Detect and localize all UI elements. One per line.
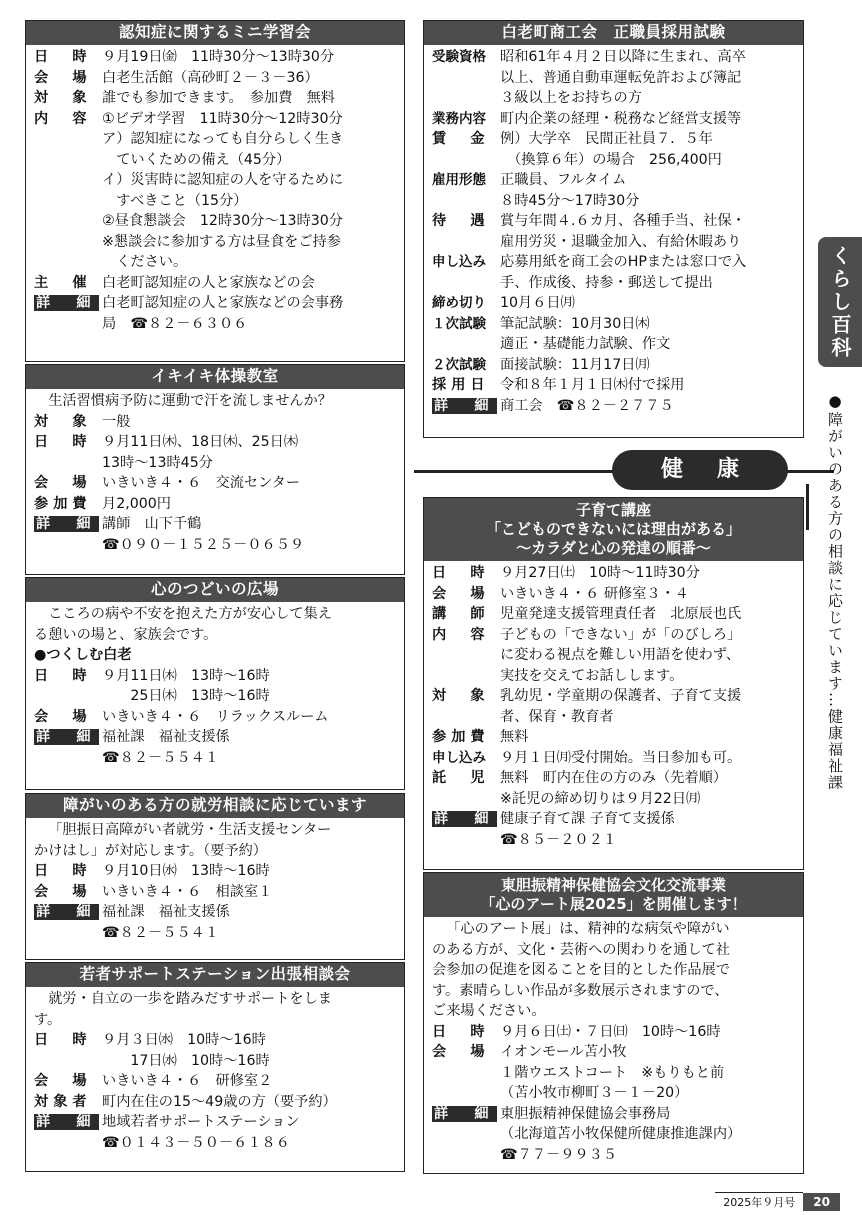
detail-value	[500, 809, 797, 850]
intro-text: 生活習慣病予防に運動で汗を流しませんか？	[48, 393, 332, 409]
row-label: 賃 金	[432, 131, 490, 147]
section-title: 認知症に関するミニ学習会	[26, 21, 404, 45]
detail-badge: 詳 細	[434, 1105, 495, 1122]
row-label: 雇用形態	[432, 172, 486, 188]
row-value	[500, 170, 797, 211]
intro-line: 就労・自立の一歩を踏みだすサポートをしま	[48, 991, 332, 1007]
contact-line: 地域若者サポートステーション	[102, 1114, 300, 1130]
row-label: 日 時	[34, 667, 92, 684]
detail-row	[432, 355, 797, 376]
detail-row	[432, 563, 797, 584]
row-value	[102, 273, 398, 294]
employment-section	[25, 793, 405, 960]
detail-row	[432, 686, 797, 727]
detail-contact-row	[34, 902, 398, 943]
value-line: いきいき４・６ 交流センター	[102, 475, 301, 491]
section-title: 障がいのある方の就労相談に応じています	[26, 794, 404, 818]
details	[34, 666, 398, 769]
detail-contact-row	[34, 727, 398, 768]
section-body	[26, 818, 404, 943]
section-title: 白老町商工会 正職員採用試験	[424, 21, 803, 45]
detail-contact-row	[432, 1104, 797, 1166]
section-title: 若者サポートステーション出張相談会	[26, 963, 404, 987]
row-value	[102, 861, 398, 882]
row-label: １次試験	[432, 315, 486, 332]
row-value	[500, 211, 797, 252]
detail-label	[34, 727, 102, 768]
row-value	[102, 432, 398, 473]
value-line: 町内企業の経理・税務など経営支援等	[500, 110, 742, 127]
row-value	[102, 882, 398, 903]
detail-row	[34, 432, 398, 473]
detail-row	[34, 707, 398, 728]
detail-row	[34, 68, 398, 89]
value-line: ３級以上をお持ちの方	[500, 90, 642, 106]
row-value	[102, 1030, 398, 1071]
detail-row	[34, 882, 398, 903]
detail-contact-row	[34, 293, 398, 334]
row-value	[102, 707, 398, 728]
row-label: 会 場	[34, 69, 92, 86]
detail-row	[432, 1022, 797, 1043]
detail-badge: 詳 細	[36, 295, 97, 311]
detail-row	[432, 375, 797, 396]
value-line: 正職員、フルタイム	[500, 172, 627, 188]
title-line: 「こどものできないには理由がある」	[485, 520, 741, 538]
value-line: ９月27日㈯ 10時～11時30分	[500, 565, 700, 581]
row-value	[500, 109, 797, 130]
contact-line: 福祉課 福祉支援係	[102, 904, 230, 920]
detail-row	[34, 861, 398, 882]
detail-label	[34, 293, 102, 334]
page-number: 20	[803, 1193, 840, 1211]
section-body	[424, 917, 803, 1165]
row-label: 参加費	[432, 729, 490, 745]
detail-row	[34, 273, 398, 294]
value-line: 白老生活館（高砂町２－３－36）	[102, 69, 319, 86]
row-label: 日 時	[34, 434, 92, 450]
value-line: １階ウエストコート ※もりもと前	[500, 1064, 725, 1081]
detail-row	[432, 170, 797, 211]
title-line: ～カラダと心の発達の順番～	[516, 539, 711, 557]
detail-row	[432, 252, 797, 293]
exercise-section	[25, 364, 405, 575]
value-line: ９月11日㈭ 13時～16時	[102, 667, 270, 684]
row-value	[500, 686, 797, 727]
row-value	[102, 1092, 398, 1113]
row-label: ２次試験	[432, 356, 486, 373]
row-value	[500, 584, 797, 605]
row-value	[500, 1022, 797, 1043]
value-line: ８時45分～17時30分	[500, 192, 640, 209]
contact-line: 福祉課 福祉支援係	[102, 729, 230, 745]
detail-label	[34, 514, 102, 555]
detail-row	[432, 625, 797, 687]
row-label: 会 場	[34, 1073, 92, 1089]
section-title: 心のつどいの広場	[26, 578, 404, 602]
row-value	[500, 748, 797, 769]
row-value	[500, 375, 797, 396]
details	[34, 1030, 398, 1153]
intro-line: のある方が、文化・芸術への関わりを通して社	[432, 941, 730, 958]
value-line: 月2,000円	[102, 495, 171, 512]
value-line: イオンモール苫小牧	[500, 1044, 627, 1060]
detail-row	[432, 109, 797, 130]
row-label: 内 容	[34, 110, 92, 127]
row-label: 待 遇	[432, 213, 490, 229]
value-line: 25日㈭ 13時～16時	[102, 688, 270, 704]
detail-value	[500, 396, 797, 417]
detail-label	[34, 1112, 102, 1153]
row-label: 内 容	[432, 626, 490, 643]
row-label: 参加費	[34, 495, 92, 512]
row-value	[102, 68, 398, 89]
value-line: 面接試験：11月17日㈪	[500, 356, 650, 373]
row-value	[102, 47, 398, 68]
value-line: 以上、普通自動車運転免許および簿記	[500, 69, 742, 86]
value-line: 無料 町内在住の方のみ（先着順）	[500, 770, 728, 786]
row-value	[102, 412, 398, 433]
details	[34, 861, 398, 943]
row-label: 日 時	[432, 1023, 490, 1040]
value-line: 無料	[500, 729, 529, 745]
contact-line: 局 ☎８２－６３０６	[102, 315, 248, 332]
value-line: ９月11日㈭、18日㈭、25日㈭	[102, 434, 299, 450]
intro-line: 会参加の促進を図ることを目的とした作品展で	[432, 962, 730, 978]
value-line: ※懇談会に参加する方は昼食をご持参	[102, 233, 341, 250]
footer	[715, 1192, 840, 1211]
value-line: いきいき４・６ 研修室３・４	[500, 585, 689, 602]
value-line: 雇用労災・退職金加入、有給休暇あり	[500, 233, 742, 250]
row-label: 会 場	[34, 883, 92, 900]
detail-badge: 詳 細	[434, 397, 495, 414]
intro-line: す。素晴らしい作品が多数展示されますので、	[432, 982, 729, 999]
detail-contact-row	[432, 396, 797, 417]
detail-row	[432, 1042, 797, 1104]
intro-line: ご来場ください。	[432, 1003, 546, 1019]
intro-line: 「心のアート展」は、精神的な病気や障がい	[446, 921, 730, 937]
detail-row	[432, 727, 797, 748]
section-body	[424, 561, 803, 850]
recruit-section	[423, 20, 804, 438]
contact-line: 東胆振精神保健協会事務局	[500, 1105, 671, 1122]
contact-line: 健康子育て課 子育て支援係	[500, 811, 675, 827]
row-label: 会 場	[34, 475, 92, 491]
detail-badge: 詳 細	[36, 516, 97, 532]
intro-line: かけはし」が対応します。（要予約）	[34, 842, 267, 859]
row-label: 日 時	[34, 863, 92, 879]
title-line: 東胆振精神保健協会文化交流事業	[500, 876, 726, 894]
art-section	[423, 872, 804, 1174]
value-line: 昭和61年４月２日以降に生まれ、高卒	[500, 49, 746, 65]
row-label: 日 時	[34, 49, 92, 65]
value-line: 一般	[102, 413, 131, 430]
detail-badge: 詳 細	[36, 904, 97, 920]
value-line: 乳幼児・学童期の保護者、子育て支援	[500, 688, 742, 704]
value-line: ９月３日㈬ 10時～16時	[102, 1032, 266, 1048]
detail-value	[102, 727, 398, 768]
value-line: 適正・基礎能力試験、作文	[500, 336, 671, 352]
value-line: 筆記試験：10月30日㈭	[500, 315, 650, 332]
detail-row	[34, 88, 398, 109]
value-line: ②昼食懇談会 12時30分～13時30分	[102, 213, 343, 229]
contact-line: （北海道苫小牧保健所健康推進課内）	[500, 1126, 742, 1142]
contact-line: 商工会 ☎８２－２７７５	[500, 397, 674, 414]
side-category-tag: くらし百科	[818, 237, 862, 367]
parenting-section	[423, 497, 804, 870]
value-line: ください。	[102, 254, 188, 270]
row-label: 日 時	[34, 1032, 92, 1048]
contact-line: 白老町認知症の人と家族などの会事務	[102, 295, 344, 311]
dementia-section	[25, 20, 405, 362]
value-line: 手、作成後、持参・郵送して提出	[500, 274, 713, 291]
row-label: 対 象	[432, 688, 490, 704]
value-line: 10月６日㈪	[500, 295, 575, 311]
value-line: 子どもの「できない」が「のびしろ」	[500, 626, 742, 643]
row-label: 締め切り	[432, 295, 486, 311]
intro-line: こころの病や不安を抱えた方が安心して集え	[48, 606, 332, 622]
row-value	[500, 129, 797, 170]
value-line: 令和８年１月１日㈭付で採用	[500, 377, 685, 393]
details	[34, 412, 398, 556]
detail-row	[34, 109, 398, 273]
detail-contact-row	[34, 514, 398, 555]
detail-row	[432, 47, 797, 109]
row-value	[102, 473, 398, 494]
value-line: 17日㈬ 10時～16時	[102, 1052, 270, 1069]
detail-label	[34, 902, 102, 943]
contact-line: ☎８５－２０２１	[500, 831, 617, 848]
section-title	[424, 498, 803, 561]
detail-label	[432, 396, 500, 417]
group-name: ●つくしむ白老	[34, 647, 132, 663]
row-value	[102, 88, 398, 109]
row-label: 会 場	[432, 585, 490, 602]
row-value	[500, 252, 797, 293]
row-label: 採用日	[432, 377, 490, 393]
detail-label	[432, 1104, 500, 1166]
row-label: 会 場	[34, 708, 92, 725]
section-body	[26, 602, 404, 768]
row-value	[500, 355, 797, 376]
plaza-section	[25, 577, 405, 790]
row-label: 申し込み	[432, 254, 486, 270]
value-line: イ）災害時に認知症の人を守るために	[102, 172, 344, 188]
details	[432, 1022, 797, 1166]
youth-section	[25, 962, 405, 1172]
title-line: 子育て講座	[575, 501, 651, 519]
value-line: いきいき４・６ 研修室２	[102, 1073, 273, 1089]
contact-line: 講師 山下千鶴	[102, 516, 202, 532]
row-value	[500, 1042, 797, 1104]
detail-label	[432, 809, 500, 850]
detail-value	[102, 514, 398, 555]
detail-value	[102, 1112, 398, 1153]
detail-row	[34, 666, 398, 707]
contact-line: ☎８２－５５４１	[102, 924, 219, 941]
value-line: 誰でも参加できます。 参加費 無料	[102, 90, 335, 106]
value-line: 例）大学卒 民間正社員７．５年	[500, 131, 713, 147]
detail-row	[432, 768, 797, 809]
detail-row	[432, 293, 797, 314]
value-line: 賞与年間４.６カ月、各種手当、社保・	[500, 213, 746, 229]
detail-contact-row	[432, 809, 797, 850]
value-line: すべきこと（15分）	[102, 192, 248, 209]
value-line: いきいき４・６ 相談室１	[102, 883, 273, 900]
detail-value	[102, 902, 398, 943]
row-label: 申し込み	[432, 749, 486, 766]
value-line: いきいき４・６ リラックスルーム	[102, 708, 329, 725]
value-line: （換算６年）の場合 256,400円	[500, 151, 722, 168]
intro-line: る憩いの場と、家族会です。	[34, 626, 218, 643]
value-line: 13時～13時45分	[102, 454, 213, 471]
detail-badge: 詳 細	[36, 1114, 97, 1130]
value-line: 白老町認知症の人と家族などの会	[102, 274, 315, 291]
title-line: 「心のアート展2025」を開催します！	[480, 895, 747, 913]
detail-row	[34, 1092, 398, 1113]
detail-row	[432, 748, 797, 769]
value-line: 応募用紙を商工会のHPまたは窓口で入	[500, 254, 747, 270]
row-label: 日 時	[432, 565, 490, 581]
row-value	[500, 727, 797, 748]
row-value	[500, 563, 797, 584]
section-body	[424, 45, 803, 416]
detail-value	[102, 293, 398, 334]
row-value	[102, 666, 398, 707]
issue-date: 2025年９月号	[715, 1192, 803, 1211]
detail-row	[34, 1071, 398, 1092]
intro-line: す。	[34, 1011, 62, 1028]
contact-line: ☎０９０－１５２５－０６５９	[102, 536, 305, 553]
row-label: 対 象	[34, 90, 92, 106]
value-line: ※託児の締め切りは９月22日㈪	[500, 790, 701, 807]
row-value	[102, 494, 398, 515]
row-value	[102, 109, 398, 273]
section-title: イキイキ体操教室	[26, 365, 404, 389]
detail-row	[432, 604, 797, 625]
health-banner: 健康	[612, 450, 788, 490]
health-divider-drop	[806, 484, 809, 530]
intro-line: 「胆振日高障がい者就労・生活支援センター	[48, 822, 332, 838]
row-value	[500, 314, 797, 355]
value-line: ９月１日㈪受付開始。当日参加も可。	[500, 749, 742, 766]
section-body	[26, 45, 404, 334]
detail-row	[34, 494, 398, 515]
row-value	[500, 47, 797, 109]
value-line: 者、保育・教育者	[500, 708, 614, 725]
contact-line: ☎７７－９９３５	[500, 1146, 617, 1163]
value-line: に変わる視点を難しい用語を使わず、	[500, 647, 741, 663]
value-line: ていくための備え（45分）	[102, 151, 291, 168]
section-body	[26, 389, 404, 555]
detail-badge: 詳 細	[434, 811, 495, 827]
row-value	[500, 604, 797, 625]
row-value	[102, 1071, 398, 1092]
detail-contact-row	[34, 1112, 398, 1153]
detail-row	[432, 129, 797, 170]
section-title	[424, 873, 803, 917]
detail-row	[432, 584, 797, 605]
row-label: 託 児	[432, 770, 490, 786]
value-line: 実技を交えてお話しします。	[500, 667, 684, 684]
detail-row	[432, 314, 797, 355]
value-line: ９月19日㈮ 11時30分～13時30分	[102, 49, 335, 65]
value-line: 町内在住の15～49歳の方（要予約）	[102, 1093, 337, 1110]
value-line: （苫小牧市柳町３－１－20）	[500, 1085, 689, 1101]
detail-row	[34, 412, 398, 433]
row-label: 受験資格	[432, 49, 486, 65]
value-line: ９月10日㈬ 13時～16時	[102, 863, 270, 879]
value-line: ９月６日㈯・７日㈰ 10時～16時	[500, 1023, 721, 1040]
row-label: 会 場	[432, 1044, 490, 1060]
detail-row	[34, 47, 398, 68]
detail-value	[500, 1104, 797, 1166]
value-line: ①ビデオ学習 11時30分～12時30分	[102, 110, 343, 127]
detail-row	[34, 1030, 398, 1071]
row-label: 対 象	[34, 413, 92, 430]
row-label: 対象者	[34, 1093, 92, 1110]
value-line: ア）認知症になっても自分らしく生き	[102, 131, 344, 147]
row-label: 業務内容	[432, 110, 486, 127]
section-body	[26, 987, 404, 1153]
detail-row	[432, 211, 797, 252]
value-line: 児童発達支援管理責任者 北原辰也氏	[500, 606, 742, 622]
row-label: 主 催	[34, 274, 92, 291]
row-value	[500, 625, 797, 687]
row-value	[500, 768, 797, 809]
row-value	[500, 293, 797, 314]
row-label: 講 師	[432, 606, 490, 622]
side-caption: ●障がいのある方の相談に応じています…健康福祉課	[826, 392, 844, 791]
detail-badge: 詳 細	[36, 729, 97, 745]
contact-line: ☎８２－５５４１	[102, 749, 219, 766]
contact-line: ☎０１４３－５０－６１８６	[102, 1134, 290, 1151]
detail-row	[34, 473, 398, 494]
